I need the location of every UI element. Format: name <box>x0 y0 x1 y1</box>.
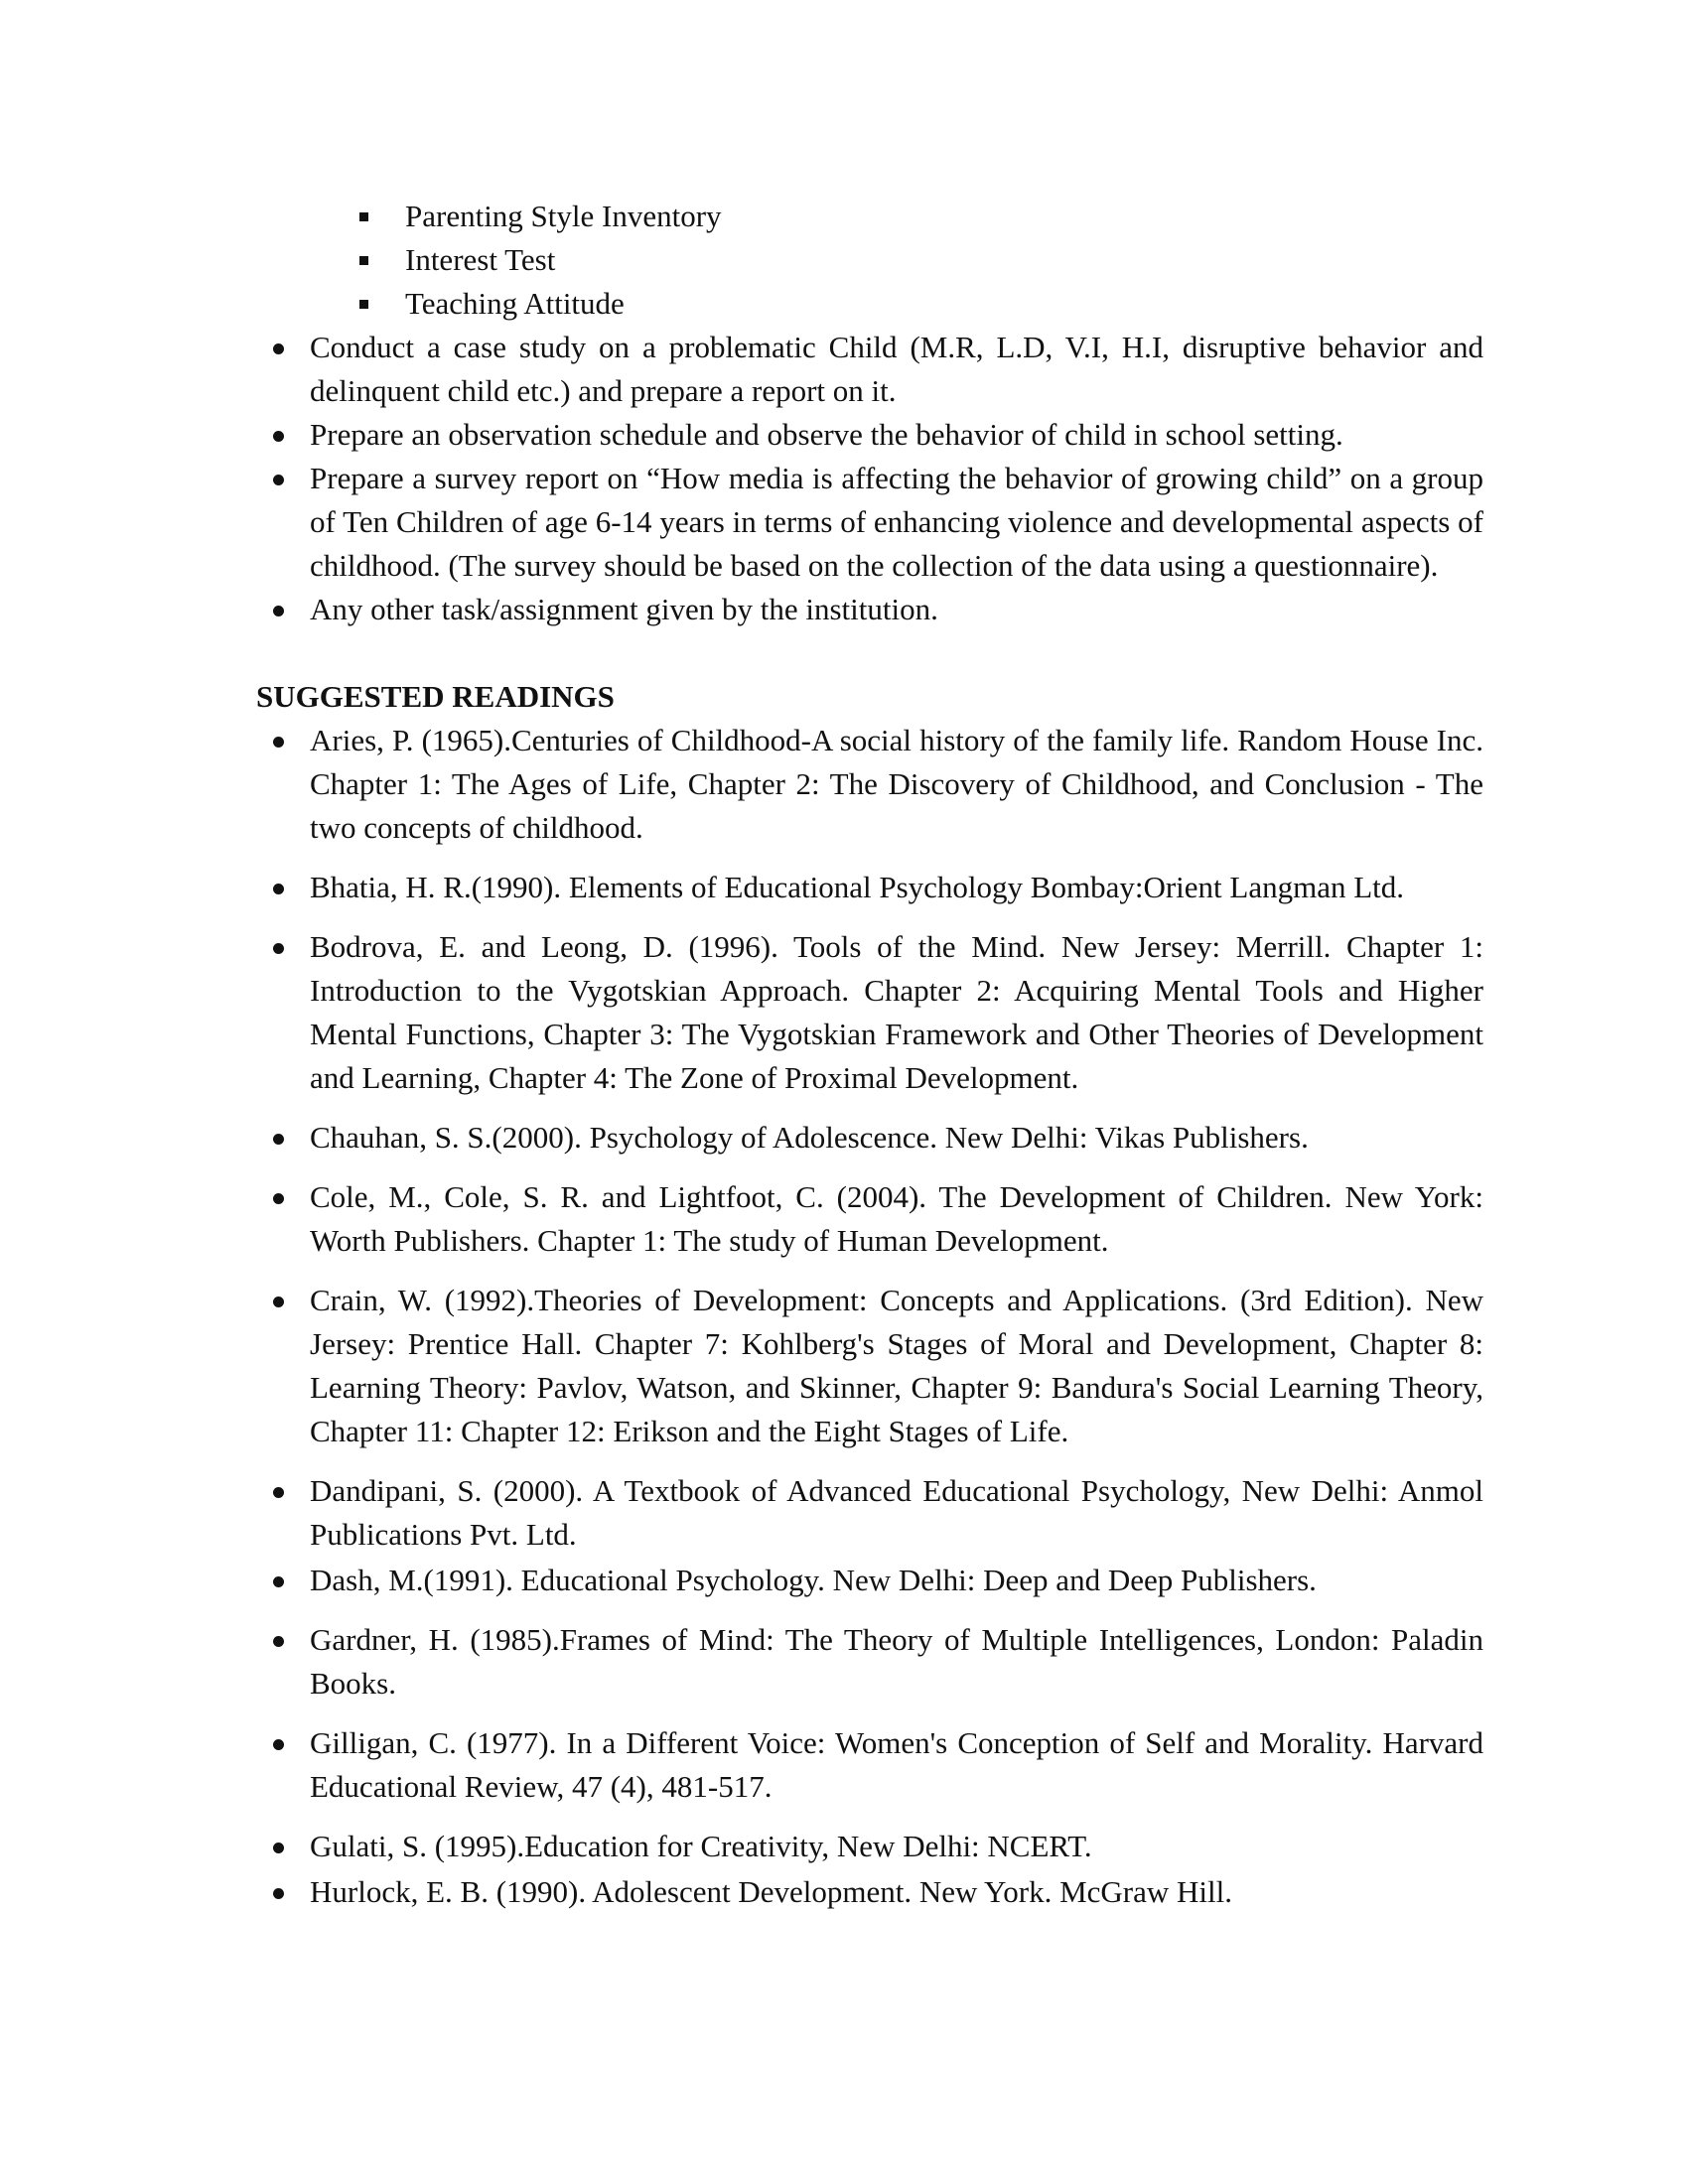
reading-item: Cole, M., Cole, S. R. and Lightfoot, C. (2004). The Development of Children. New York: Worth Publishers. Chapter 1: The study of Human Development. <box>256 1175 1483 1263</box>
activities-list <box>256 326 1483 631</box>
reading-item: Dandipani, S. (2000). A Textbook of Advanced Educational Psychology, New Delhi: Anmol Publications Pvt. Ltd. <box>256 1469 1483 1557</box>
reading-item: Hurlock, E. B. (1990). Adolescent Development. New York. McGraw Hill. <box>256 1870 1483 1914</box>
sublist-item: Teaching Attitude <box>359 282 1483 326</box>
reading-item: Bodrova, E. and Leong, D. (1996). Tools of the Mind. New Jersey: Merrill. Chapter 1: Introduction to the Vygotskian Approach. Chapter 2: Acquiring Mental Tools and Higher Mental Functions, Chapter 3: The Vygotskian Framework and Other Theories of Development and Learning, Chapter 4: The Zone of Proximal Development. <box>256 925 1483 1100</box>
activity-item: Prepare an observation schedule and observe the behavior of child in school setting. <box>256 413 1483 457</box>
reading-item: Gulati, S. (1995).Education for Creativity, New Delhi: NCERT. <box>256 1825 1483 1868</box>
reading-item: Aries, P. (1965).Centuries of Childhood-A social history of the family life. Random House Inc. Chapter 1: The Ages of Life, Chapter 2: The Discovery of Childhood, and Conclusion - The two concepts of childhood. <box>256 719 1483 850</box>
sublist-item: Parenting Style Inventory <box>359 195 1483 238</box>
suggested-readings-heading: SUGGESTED READINGS <box>256 679 615 714</box>
readings-list <box>256 719 1483 1914</box>
reading-item: Gilligan, C. (1977). In a Different Voice: Women's Conception of Self and Morality. Harvard Educational Review, 47 (4), 481-517. <box>256 1721 1483 1809</box>
reading-item: Crain, W. (1992).Theories of Development: Concepts and Applications. (3rd Edition). New Jersey: Prentice Hall. Chapter 7: Kohlberg's Stages of Moral and Development, Chapter 8: Learning Theory: Pavlov, Watson, and Skinner, Chapter 9: Bandura's Social Learning Theory, Chapter 11: Chapter 12: Erikson and the Eight Stages of Life. <box>256 1279 1483 1453</box>
reading-item: Bhatia, H. R.(1990). Elements of Educational Psychology Bombay:Orient Langman Ltd. <box>256 866 1483 909</box>
page-content <box>256 195 1483 1930</box>
sublist-item: Interest Test <box>359 238 1483 282</box>
assessment-tools-sublist <box>359 195 1483 326</box>
reading-item: Gardner, H. (1985).Frames of Mind: The Theory of Multiple Intelligences, London: Paladin Books. <box>256 1618 1483 1706</box>
activity-item: Prepare a survey report on “How media is affecting the behavior of growing child” on a group of Ten Children of age 6-14 years in terms of enhancing violence and developmental aspects of childhood. (The survey should be based on the collection of the data using a questionnaire). <box>256 457 1483 588</box>
reading-item: Dash, M.(1991). Educational Psychology. New Delhi: Deep and Deep Publishers. <box>256 1559 1483 1602</box>
activity-item: Any other task/assignment given by the institution. <box>256 588 1483 631</box>
reading-item: Chauhan, S. S.(2000). Psychology of Adolescence. New Delhi: Vikas Publishers. <box>256 1116 1483 1160</box>
activity-item: Conduct a case study on a problematic Child (M.R, L.D, V.I, H.I, disruptive behavior and delinquent child etc.) and prepare a report on it. <box>256 326 1483 413</box>
